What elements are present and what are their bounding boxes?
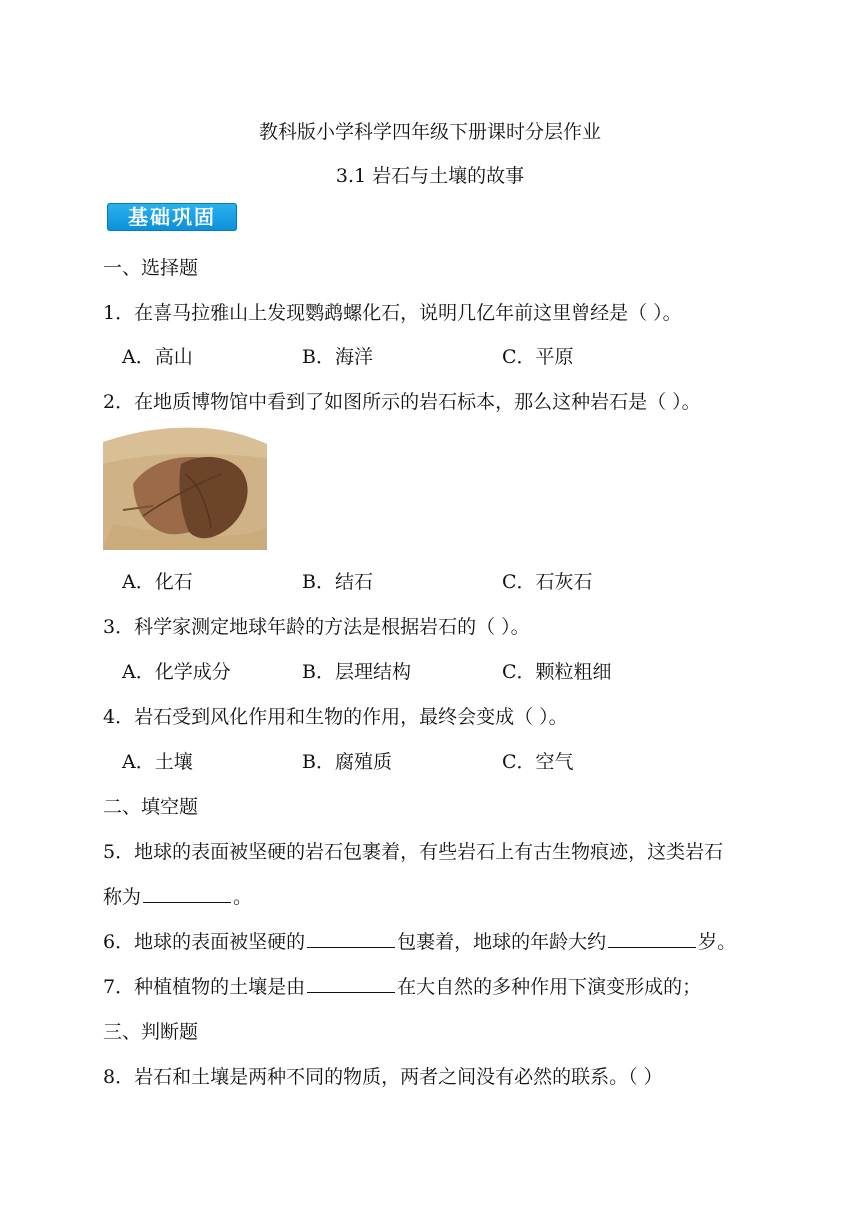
question-1: 1．在喜马拉雅山上发现鹦鹉螺化石，说明几亿年前这里曾经是（ ）。 — [103, 302, 682, 324]
section-heading-fill: 二、填空题 — [103, 796, 199, 818]
q6-blank-2[interactable] — [608, 929, 696, 948]
q3-option-a: A．化学成分 — [122, 661, 231, 683]
section-badge: 基础巩固 — [107, 203, 237, 231]
q1-option-a: A．高山 — [122, 346, 193, 368]
question-6 — [103, 927, 736, 954]
leaf-fossil-image — [103, 424, 267, 550]
question-8: 8．岩石和土壤是两种不同的物质，两者之间没有必然的联系。（ ） — [103, 1066, 663, 1088]
section-heading-choice: 一、选择题 — [103, 257, 199, 279]
q2-option-b: B．结石 — [302, 571, 373, 593]
question-5-line1: 5．地球的表面被坚硬的岩石包裹着，有些岩石上有古生物痕迹，这类岩石 — [103, 841, 724, 863]
question-2: 2．在地质博物馆中看到了如图所示的岩石标本，那么这种岩石是（ ）。 — [103, 391, 701, 413]
q5-blank[interactable] — [143, 884, 231, 903]
q1-option-c: C．平原 — [502, 346, 574, 368]
page-subtitle: 3.1 岩石与土壤的故事 — [335, 165, 525, 187]
q5-text: 称为 — [103, 886, 142, 908]
q6-blank-1[interactable] — [307, 929, 395, 948]
page-title: 教科版小学科学四年级下册课时分层作业 — [258, 121, 601, 143]
q2-option-c: C．石灰石 — [502, 571, 593, 593]
q6-text-1: 6．地球的表面被坚硬的 — [103, 931, 306, 953]
q3-option-b: B．层理结构 — [302, 661, 411, 683]
q5-end: 。 — [233, 886, 253, 908]
q4-option-a: A．土壤 — [122, 751, 193, 773]
question-5-line2 — [103, 882, 252, 909]
q1-option-b: B．海洋 — [302, 346, 373, 368]
question-3: 3．科学家测定地球年龄的方法是根据岩石的（ ）。 — [103, 616, 530, 638]
q7-blank[interactable] — [307, 974, 395, 993]
question-7 — [103, 972, 701, 999]
q6-text-2: 包裹着，地球的年龄大约 — [397, 931, 607, 953]
q7-text-2: 在大自然的多种作用下演变形成的； — [397, 976, 702, 998]
q4-option-b: B．腐殖质 — [302, 751, 392, 773]
section-heading-judge: 三、判断题 — [103, 1021, 199, 1043]
q3-option-c: C．颗粒粗细 — [502, 661, 612, 683]
q4-option-c: C．空气 — [502, 751, 574, 773]
q7-text-1: 7．种植植物的土壤是由 — [103, 976, 306, 998]
q2-option-a: A．化石 — [122, 571, 193, 593]
question-4: 4．岩石受到风化作用和生物的作用，最终会变成（ ）。 — [103, 706, 568, 728]
q6-text-3: 岁。 — [698, 931, 737, 953]
